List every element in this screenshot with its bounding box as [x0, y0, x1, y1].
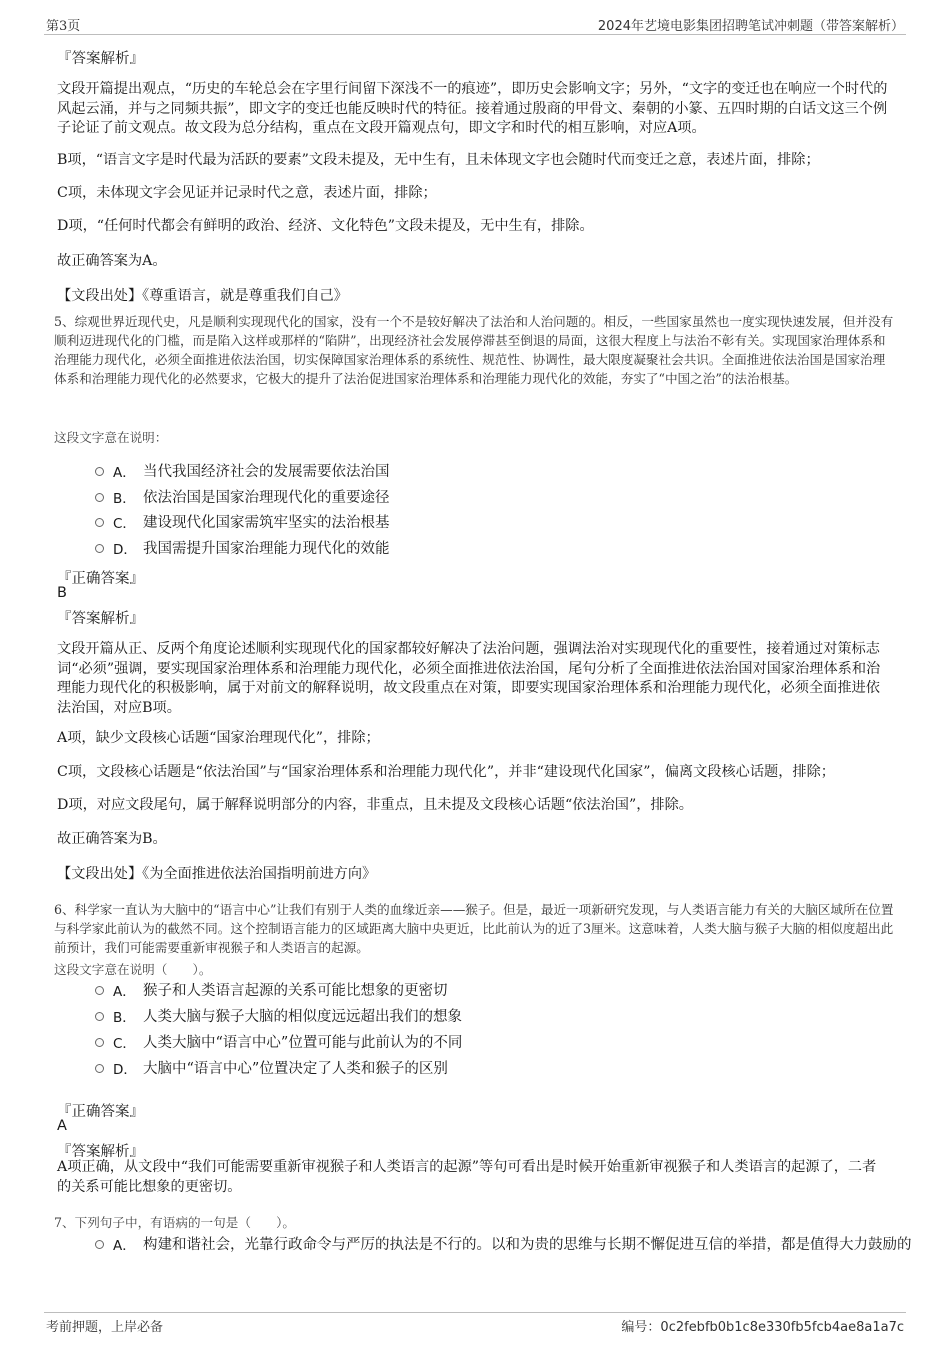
q6-question: 6、科学家一直认为大脑中的“语言中心”让我们有别于人类的血缘近亲——猴子。但是，最近一项新研究发现，与人类语言能力有关的大脑区域所在位置与科学家此前认为的截然不同。这个控制语言能力的区域距离大脑中央更近，比此前认为的近了3厘米。这意味着，人类大脑与猴子大脑的相似度超出此前预计，我们可能需要重新审视猴子和人类语言的起源。 [54, 902, 894, 955]
document-code: 编号：0c2febfb0b1c8e330fb5fcb4ae8a1a7c [621, 1320, 904, 1335]
option-text: 人类大脑中“语言中心”位置可能与此前认为的不同 [143, 1035, 463, 1051]
footer-slogan: 考前押题，上岸必备 [46, 1320, 164, 1335]
option-key: A． [113, 984, 136, 1000]
q7-option-a[interactable] [95, 1234, 913, 1256]
option-text: 猴子和人类语言起源的关系可能比想象的更密切 [143, 983, 448, 999]
option-text: 我国需提升国家治理能力现代化的效能 [143, 541, 390, 557]
analysis-label: 『答案解析』 [57, 51, 144, 67]
q4-analysis-c: C项，未体现文字会见证并记录时代之意，表述片面，排除； [57, 185, 437, 201]
q4-analysis-conclusion: 故正确答案为A。 [57, 253, 167, 269]
option-text: 建设现代化国家需筑牢坚实的法治根基 [143, 515, 390, 531]
radio-icon[interactable] [95, 1012, 104, 1021]
q5-analysis-a: A项，缺少文段核心话题“国家治理现代化”，排除； [57, 730, 380, 746]
q6-correct-answer: A [57, 1118, 67, 1134]
option-key: B． [113, 491, 136, 507]
q4-analysis-d: D项，“任何时代都会有鲜明的政治、经济、文化特色”文段未提及，无中生有，排除。 [57, 218, 594, 234]
document-title: 2024年艺境电影集团招聘笔试冲刺题（带答案解析） [597, 19, 904, 34]
option-key: A． [113, 1238, 136, 1254]
q5-analysis-c: C项，文段核心话题是“依法治国”与“国家治理体系和治理能力现代化”，并非“建设现代化国家”，偏离文段核心话题，排除； [57, 764, 835, 780]
q5-source: 【文段出处】《为全面推进依法治国指明前进方向》 [57, 866, 377, 882]
q5-analysis-d: D项，对应文段尾句，属于解释说明部分的内容，非重点，且未提及文段核心话题“依法治国”，排除。 [57, 797, 693, 813]
q5-option-c[interactable] [95, 512, 913, 534]
page-header [44, 12, 906, 35]
option-key: D． [113, 542, 137, 558]
radio-icon[interactable] [95, 1038, 104, 1047]
analysis-label: 『答案解析』 [57, 611, 144, 627]
q4-analysis-main: 文段开篇提出观点，“历史的车轮总会在字里行间留下深浅不一的痕迹”，即历史会影响文字；另外，“文字的变迁也在响应一个时代的风起云涌，并与之同频共振”，即文字的变迁也能反映时代的特征。接着通过殷商的甲骨文、秦朝的小篆、五四时期的白话文这三个例子论证了前文观点。故文段为总分结构，重点在文段开篇观点句，即文字和时代的相互影响，对应A项。 [57, 81, 888, 136]
option-key: C． [113, 1036, 136, 1052]
option-key: D． [113, 1062, 137, 1078]
q5-stem: 这段文字意在说明： [54, 430, 168, 445]
option-key: C． [113, 516, 136, 532]
correct-answer-label: 『正确答案』 [57, 571, 144, 587]
radio-icon[interactable] [95, 1240, 104, 1249]
page-number: 第3页 [46, 19, 81, 34]
option-text: 依法治国是国家治理现代化的重要途径 [143, 490, 390, 506]
option-text: 当代我国经济社会的发展需要依法治国 [143, 464, 390, 480]
q6-option-b[interactable] [95, 1006, 913, 1028]
radio-icon[interactable] [95, 986, 104, 995]
option-key: B． [113, 1010, 136, 1026]
q5-analysis-conclusion: 故正确答案为B。 [57, 831, 167, 847]
option-text: 人类大脑与猴子大脑的相似度远远超出我们的想象 [143, 1009, 462, 1025]
q6-option-a[interactable] [95, 980, 913, 1002]
correct-answer-label: 『正确答案』 [57, 1104, 144, 1120]
q6-option-c[interactable] [95, 1032, 913, 1054]
option-key: A． [113, 465, 136, 481]
radio-icon[interactable] [95, 467, 104, 476]
option-text: 构建和谐社会，光靠行政命令与严厉的执法是不行的。以和为贵的思维与长期不懈促进互信的举措，都是值得大力鼓励的 [143, 1237, 912, 1253]
radio-icon[interactable] [95, 544, 104, 553]
q5-question: 5、综观世界近现代史，凡是顺利实现现代化的国家，没有一个不是较好解决了法治和人治问题的。相反，一些国家虽然也一度实现快速发展，但并没有顺利迈进现代化的门槛，而是陷入这样或那样的“陷阱”，出现经济社会发展停滞甚至倒退的局面，这很大程度上与法治不彰有关。实现国家治理体系和治理能力现代化，必须全面推进依法治国，切实保障国家治理体系的系统性、规范性、协调性，最大限度凝聚社会共识。全面推进依法治国是国家治理体系和治理能力现代化的必然要求，它极大的提升了法治促进国家治理体系和治理能力现代化的效能，夯实了“中国之治”的法治根基。 [54, 314, 894, 386]
q5-analysis-main: 文段开篇从正、反两个角度论述顺利实现现代化的国家都较好解决了法治问题，强调法治对实现现代化的重要性，接着通过对策标志词“必须”强调，要实现国家治理体系和治理能力现代化，必须全面推进依法治国，尾句分析了全面推进依法治国对国家治理体系和治理能力现代化的积极影响，属于对前文的解释说明，故文段重点在对策，即要实现国家治理体系和治理能力现代化，必须全面推进依法治国，对应B项。 [57, 641, 881, 716]
q6-stem: 这段文字意在说明（ ）。 [54, 962, 212, 977]
q5-option-b[interactable] [95, 487, 913, 509]
q6-analysis: A项正确，从文段中“我们可能需要重新审视猴子和人类语言的起源”等句可看出是时候开始重新审视猴子和人类语言的起源了，二者的关系可能比想象的更密切。 [57, 1159, 877, 1195]
analysis-label: 『答案解析』 [57, 1144, 144, 1160]
q7-question: 7、下列句子中，有语病的一句是（ ）。 [54, 1215, 295, 1230]
q5-option-a[interactable] [95, 461, 913, 483]
q4-source: 【文段出处】《尊重语言，就是尊重我们自己》 [57, 288, 348, 304]
q5-correct-answer: B [57, 585, 67, 601]
q6-option-d[interactable] [95, 1058, 913, 1080]
radio-icon[interactable] [95, 493, 104, 502]
q4-analysis-b: B项，“语言文字是时代最为活跃的要素”文段未提及，无中生有，且未体现文字也会随时代而变迁之意，表述片面，排除； [57, 152, 820, 168]
radio-icon[interactable] [95, 518, 104, 527]
page-footer [44, 1312, 906, 1335]
q5-option-d[interactable] [95, 538, 913, 560]
option-text: 大脑中“语言中心”位置决定了人类和猴子的区别 [143, 1061, 448, 1077]
radio-icon[interactable] [95, 1064, 104, 1073]
